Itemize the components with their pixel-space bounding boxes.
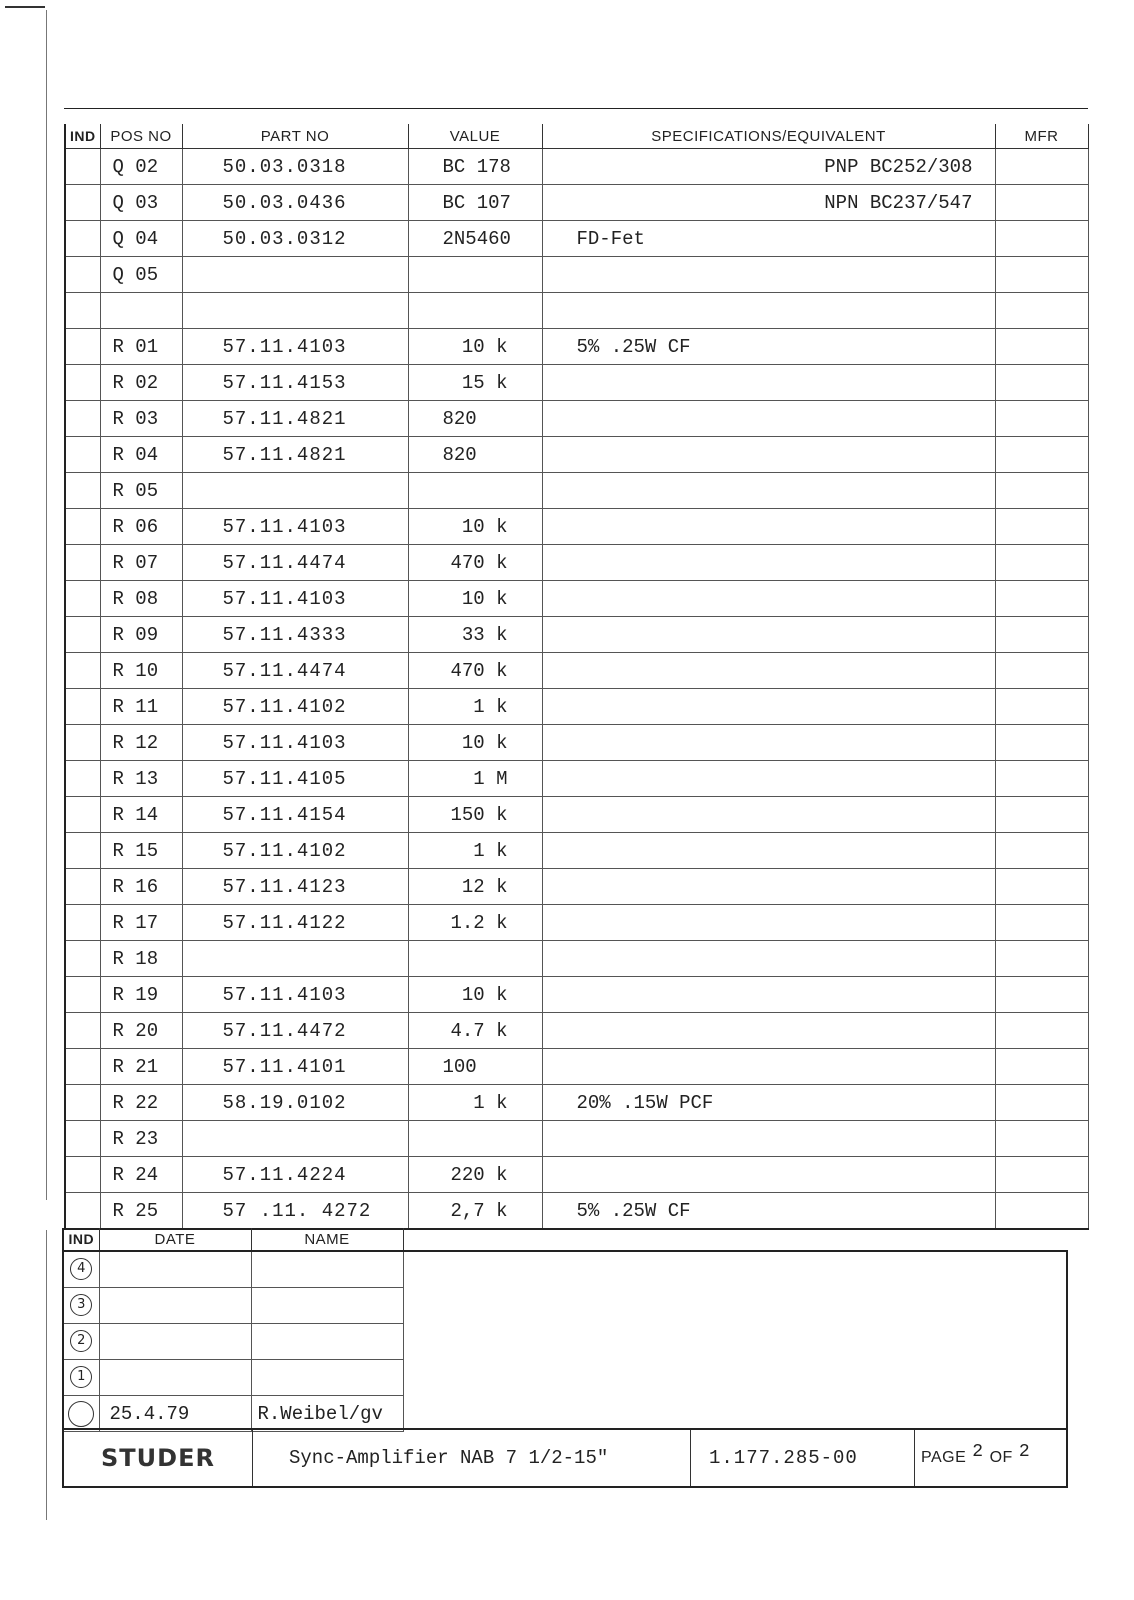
value-cell: 10 k [408, 977, 542, 1013]
part-no-cell [182, 473, 408, 509]
spec-cell [542, 257, 995, 293]
revision-date-cell [99, 1251, 251, 1288]
mfr-cell [995, 941, 1088, 977]
part-no-cell: 57.11.4474 [182, 653, 408, 689]
left-margin-line-lower [46, 1230, 47, 1520]
spec-cell [542, 1157, 995, 1193]
top-rule [64, 108, 1088, 109]
revision-index-cell [63, 1360, 99, 1396]
spec-cell [542, 689, 995, 725]
part-no-cell: 57.11.4474 [182, 545, 408, 581]
value-cell [408, 1121, 542, 1157]
spec-cell [542, 293, 995, 329]
ind-cell [65, 1121, 100, 1157]
mfr-cell [995, 797, 1088, 833]
spec-cell [542, 581, 995, 617]
spec-cell [542, 1049, 995, 1085]
mfr-cell [995, 257, 1088, 293]
spec-cell [542, 545, 995, 581]
spec-cell [542, 797, 995, 833]
table-row [65, 149, 1088, 185]
value-cell: 1.2 k [408, 905, 542, 941]
revision-body [63, 1251, 403, 1432]
revision-name-cell [251, 1324, 403, 1360]
part-no-cell: 57.11.4105 [182, 761, 408, 797]
value-cell: 470 k [408, 653, 542, 689]
revision-name-cell [251, 1251, 403, 1288]
mfr-cell [995, 1121, 1088, 1157]
spec-cell [542, 941, 995, 977]
pos-no-cell: R 20 [100, 1013, 182, 1049]
mfr-cell [995, 977, 1088, 1013]
value-cell: 2N5460 [408, 221, 542, 257]
value-cell: 1 k [408, 833, 542, 869]
value-cell: 1 k [408, 689, 542, 725]
revision-index-circle: 1 [70, 1366, 92, 1388]
pos-no-cell: R 17 [100, 905, 182, 941]
pos-no-cell: R 22 [100, 1085, 182, 1121]
header-part-no: PART NO [182, 124, 408, 149]
ind-cell [65, 725, 100, 761]
value-cell: 15 k [408, 365, 542, 401]
mfr-cell [995, 545, 1088, 581]
mfr-cell [995, 473, 1088, 509]
revision-index-circle [68, 1401, 94, 1427]
revision-index-cell [63, 1251, 99, 1288]
header-mfr: MFR [995, 124, 1088, 149]
mfr-cell [995, 1049, 1088, 1085]
pos-no-cell: Q 04 [100, 221, 182, 257]
pos-no-cell: R 25 [100, 1193, 182, 1230]
revision-header-row [63, 1228, 403, 1251]
table-row [65, 581, 1088, 617]
page-current: 2 [972, 1442, 984, 1462]
ind-cell [65, 1013, 100, 1049]
page-indicator [914, 1430, 1066, 1486]
ind-cell [65, 545, 100, 581]
part-no-cell: 57.11.4103 [182, 581, 408, 617]
table-row [65, 761, 1088, 797]
value-cell: 10 k [408, 329, 542, 365]
page-label: PAGE [921, 1449, 967, 1466]
spec-cell [542, 977, 995, 1013]
mfr-cell [995, 653, 1088, 689]
value-cell: 820 [408, 437, 542, 473]
table-row [65, 1013, 1088, 1049]
part-no-cell: 57.11.4821 [182, 401, 408, 437]
part-no-cell: 58.19.0102 [182, 1085, 408, 1121]
part-no-cell: 50.03.0312 [182, 221, 408, 257]
ind-cell [65, 977, 100, 1013]
revision-index-cell [63, 1288, 99, 1324]
part-no-cell: 50.03.0318 [182, 149, 408, 185]
page-total: 2 [1018, 1442, 1031, 1462]
pos-no-cell: R 06 [100, 509, 182, 545]
revision-table [62, 1228, 404, 1432]
pos-no-cell: R 05 [100, 473, 182, 509]
spec-cell [542, 617, 995, 653]
value-cell: BC 178 [408, 149, 542, 185]
mfr-cell [995, 437, 1088, 473]
pos-no-cell: R 15 [100, 833, 182, 869]
pos-no-cell: R 09 [100, 617, 182, 653]
table-row [65, 653, 1088, 689]
ind-cell [65, 689, 100, 725]
rev-header-ind: IND [63, 1228, 99, 1251]
part-no-cell: 57.11.4103 [182, 977, 408, 1013]
revision-date-cell [99, 1324, 251, 1360]
value-cell: 470 k [408, 545, 542, 581]
value-cell: 1 k [408, 1085, 542, 1121]
table-row [65, 401, 1088, 437]
ind-cell [65, 257, 100, 293]
spec-cell: 20% .15W PCF [542, 1085, 995, 1121]
table-row [65, 869, 1088, 905]
table-row [65, 833, 1088, 869]
value-cell [408, 257, 542, 293]
table-row [65, 725, 1088, 761]
value-cell: 220 k [408, 1157, 542, 1193]
pos-no-cell: R 12 [100, 725, 182, 761]
parts-header-row [65, 124, 1088, 149]
spec-cell: 5% .25W CF [542, 329, 995, 365]
pos-no-cell: R 23 [100, 1121, 182, 1157]
value-cell: 100 [408, 1049, 542, 1085]
revision-row [63, 1251, 403, 1288]
document-description: Sync-Amplifier NAB 7 1/2-15" [252, 1430, 690, 1486]
pos-no-cell: R 11 [100, 689, 182, 725]
revision-index-cell [63, 1396, 99, 1432]
ind-cell [65, 185, 100, 221]
pos-no-cell: R 02 [100, 365, 182, 401]
value-cell: BC 107 [408, 185, 542, 221]
table-row [65, 473, 1088, 509]
mfr-cell [995, 401, 1088, 437]
mfr-cell [995, 689, 1088, 725]
pos-no-cell: Q 02 [100, 149, 182, 185]
parts-body [65, 149, 1088, 1230]
value-cell: 10 k [408, 725, 542, 761]
spec-cell: 5% .25W CF [542, 1193, 995, 1230]
ind-cell [65, 437, 100, 473]
part-no-cell: 57.11.4102 [182, 833, 408, 869]
header-value: VALUE [408, 124, 542, 149]
table-row [65, 941, 1088, 977]
table-row [65, 1085, 1088, 1121]
value-cell: 2,7 k [408, 1193, 542, 1230]
revision-name-cell [251, 1288, 403, 1324]
ind-cell [65, 869, 100, 905]
value-cell: 10 k [408, 581, 542, 617]
value-cell: 33 k [408, 617, 542, 653]
revision-date-cell [99, 1360, 251, 1396]
value-cell [408, 293, 542, 329]
header-spec: SPECIFICATIONS/EQUIVALENT [542, 124, 995, 149]
table-row [65, 905, 1088, 941]
mfr-cell [995, 869, 1088, 905]
value-cell [408, 941, 542, 977]
part-no-cell: 57.11.4101 [182, 1049, 408, 1085]
spec-cell [542, 365, 995, 401]
part-no-cell: 57.11.4122 [182, 905, 408, 941]
spec-cell: FD-Fet [542, 221, 995, 257]
part-no-cell: 57.11.4154 [182, 797, 408, 833]
mfr-cell [995, 329, 1088, 365]
document-number: 1.177.285-00 [690, 1430, 914, 1486]
spec-cell [542, 833, 995, 869]
parts-list-table [64, 124, 1089, 1230]
part-no-cell [182, 257, 408, 293]
page-corner-mark [5, 6, 45, 8]
part-no-cell: 57.11.4821 [182, 437, 408, 473]
pos-no-cell: R 04 [100, 437, 182, 473]
mfr-cell [995, 761, 1088, 797]
mfr-cell [995, 149, 1088, 185]
table-row [65, 617, 1088, 653]
revision-row [63, 1324, 403, 1360]
pos-no-cell: R 19 [100, 977, 182, 1013]
spec-cell [542, 509, 995, 545]
part-no-cell: 57.11.4103 [182, 329, 408, 365]
ind-cell [65, 1085, 100, 1121]
mfr-cell [995, 293, 1088, 329]
header-ind: IND [65, 124, 100, 149]
table-row [65, 689, 1088, 725]
rev-header-name: NAME [251, 1228, 403, 1251]
part-no-cell: 57.11.4153 [182, 365, 408, 401]
value-cell: 1 M [408, 761, 542, 797]
ind-cell [65, 941, 100, 977]
spec-cell [542, 905, 995, 941]
ind-cell [65, 653, 100, 689]
part-no-cell: 57.11.4103 [182, 725, 408, 761]
mfr-cell [995, 221, 1088, 257]
pos-no-cell: R 07 [100, 545, 182, 581]
mfr-cell [995, 365, 1088, 401]
revision-name-cell [251, 1360, 403, 1396]
spec-cell [542, 869, 995, 905]
revision-date-cell [99, 1288, 251, 1324]
table-row [65, 1193, 1088, 1230]
ind-cell [65, 473, 100, 509]
ind-cell [65, 149, 100, 185]
part-no-cell [182, 1121, 408, 1157]
mfr-cell [995, 509, 1088, 545]
spec-cell [542, 653, 995, 689]
ind-cell [65, 833, 100, 869]
part-no-cell: 57.11.4102 [182, 689, 408, 725]
part-no-cell: 57.11.4103 [182, 509, 408, 545]
ind-cell [65, 617, 100, 653]
table-row [65, 1049, 1088, 1085]
mfr-cell [995, 833, 1088, 869]
spec-cell [542, 1013, 995, 1049]
value-cell: 10 k [408, 509, 542, 545]
part-no-cell: 57.11.4224 [182, 1157, 408, 1193]
table-row [65, 797, 1088, 833]
revision-index-circle: 4 [70, 1258, 92, 1280]
rev-header-date: DATE [99, 1228, 251, 1251]
ind-cell [65, 1049, 100, 1085]
part-no-cell: 57.11.4472 [182, 1013, 408, 1049]
table-row [65, 185, 1088, 221]
pos-no-cell: R 13 [100, 761, 182, 797]
spec-cell: NPN BC237/547 [542, 185, 995, 221]
value-cell: 4.7 k [408, 1013, 542, 1049]
pos-no-cell: Q 05 [100, 257, 182, 293]
mfr-cell [995, 725, 1088, 761]
left-margin-line [46, 10, 47, 1200]
table-row [65, 437, 1088, 473]
mfr-cell [995, 617, 1088, 653]
of-label: OF [989, 1449, 1013, 1466]
table-row [65, 977, 1088, 1013]
value-cell [408, 473, 542, 509]
part-no-cell [182, 941, 408, 977]
pos-no-cell: R 01 [100, 329, 182, 365]
pos-no-cell: R 18 [100, 941, 182, 977]
table-row [65, 365, 1088, 401]
revision-notes-area [402, 1250, 1068, 1430]
mfr-cell [995, 1157, 1088, 1193]
value-cell: 820 [408, 401, 542, 437]
part-no-cell: 57 .11. 4272 [182, 1193, 408, 1230]
mfr-cell [995, 905, 1088, 941]
ind-cell [65, 797, 100, 833]
table-row [65, 509, 1088, 545]
mfr-cell [995, 1193, 1088, 1230]
spec-cell [542, 725, 995, 761]
pos-no-cell [100, 293, 182, 329]
ind-cell [65, 293, 100, 329]
mfr-cell [995, 1013, 1088, 1049]
ind-cell [65, 365, 100, 401]
revision-date-cell: 25.4.79 [99, 1396, 251, 1432]
pos-no-cell: R 24 [100, 1157, 182, 1193]
spec-cell [542, 401, 995, 437]
part-no-cell: 57.11.4123 [182, 869, 408, 905]
pos-no-cell: R 14 [100, 797, 182, 833]
pos-no-cell: Q 03 [100, 185, 182, 221]
ind-cell [65, 401, 100, 437]
spec-cell: PNP BC252/308 [542, 149, 995, 185]
revision-index-circle: 2 [70, 1330, 92, 1352]
pos-no-cell: R 16 [100, 869, 182, 905]
revision-row [63, 1288, 403, 1324]
ind-cell [65, 761, 100, 797]
revision-name-cell: R.Weibel/gv [251, 1396, 403, 1432]
pos-no-cell: R 10 [100, 653, 182, 689]
table-row [65, 257, 1088, 293]
table-row [65, 1121, 1088, 1157]
title-block [62, 1428, 1068, 1488]
spec-cell [542, 761, 995, 797]
mfr-cell [995, 185, 1088, 221]
pos-no-cell: R 21 [100, 1049, 182, 1085]
ind-cell [65, 581, 100, 617]
header-pos-no: POS NO [100, 124, 182, 149]
ind-cell [65, 1193, 100, 1230]
mfr-cell [995, 581, 1088, 617]
pos-no-cell: R 03 [100, 401, 182, 437]
table-row [65, 1157, 1088, 1193]
part-no-cell: 50.03.0436 [182, 185, 408, 221]
studer-logo: STUDER [101, 1444, 215, 1472]
spec-cell [542, 1121, 995, 1157]
revision-block [62, 1228, 1066, 1486]
ind-cell [65, 905, 100, 941]
spec-cell [542, 473, 995, 509]
spec-cell [542, 437, 995, 473]
part-no-cell: 57.11.4333 [182, 617, 408, 653]
revision-index-cell [63, 1324, 99, 1360]
ind-cell [65, 329, 100, 365]
ind-cell [65, 1157, 100, 1193]
mfr-cell [995, 1085, 1088, 1121]
value-cell: 150 k [408, 797, 542, 833]
ind-cell [65, 509, 100, 545]
table-row [65, 329, 1088, 365]
revision-row [63, 1360, 403, 1396]
pos-no-cell: R 08 [100, 581, 182, 617]
table-row [65, 221, 1088, 257]
revision-index-circle: 3 [70, 1294, 92, 1316]
table-row [65, 293, 1088, 329]
ind-cell [65, 221, 100, 257]
revision-row [63, 1396, 403, 1432]
value-cell: 12 k [408, 869, 542, 905]
table-row [65, 545, 1088, 581]
part-no-cell [182, 293, 408, 329]
